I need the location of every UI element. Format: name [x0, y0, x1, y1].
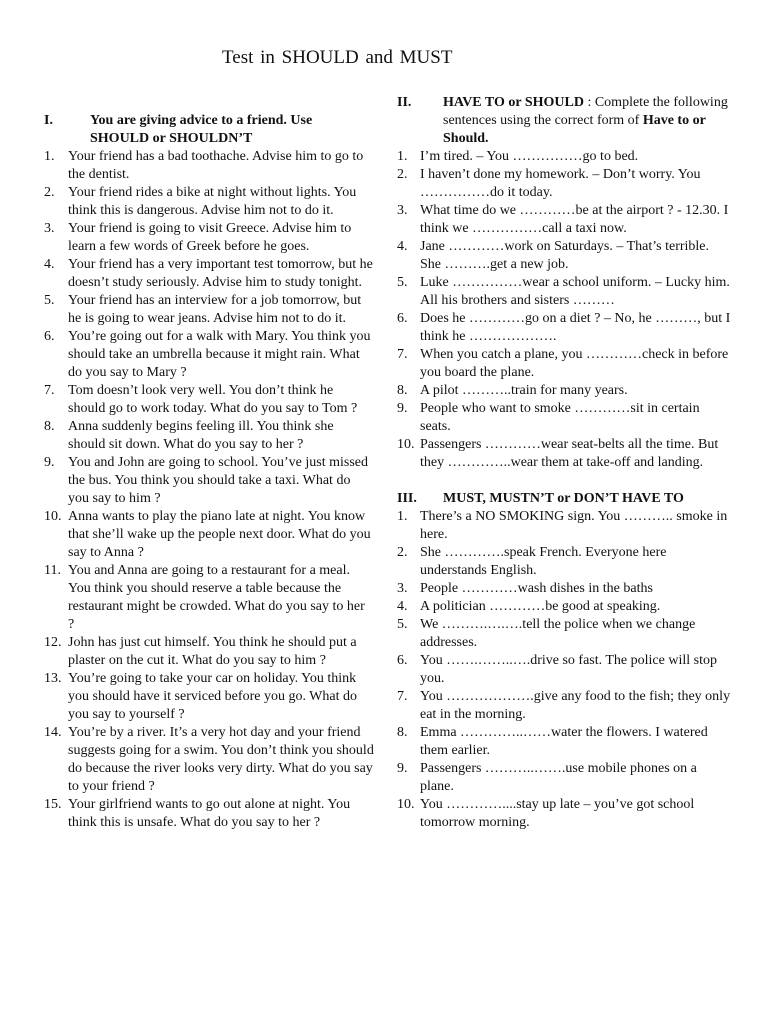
question-item: [397, 436, 733, 472]
question-item: [397, 652, 733, 688]
question-number: 6.: [44, 329, 55, 344]
question-number: 3.: [44, 221, 55, 236]
question-text: Emma …………..……water the flowers. I watered them earlier.: [420, 725, 708, 758]
question-text: What time do we …………be at the airport ? - 12.30. I think we ……………call a taxi now.: [420, 203, 729, 236]
question-text: You ……………….give any food to the fish; they only eat in the morning.: [420, 689, 731, 722]
section-3: [397, 490, 733, 832]
question-text: Your friend has a bad toothache. Advise him to go to the dentist.: [68, 149, 364, 182]
question-text: Luke ……………wear a school uniform. – Lucky him. All his brothers and sisters ………: [420, 275, 730, 308]
section-2-instructions: HAVE TO or SHOULD : Complete the following sentences using the correct form of Have to or Should.: [443, 95, 728, 146]
question-item: [44, 256, 374, 292]
question-number: 4.: [44, 257, 55, 272]
question-text: She ………….speak French. Everyone here understands English.: [420, 545, 667, 578]
page-title: Test in SHOULD and MUST: [222, 47, 453, 68]
question-text: You’re going to take your car on holiday. You think you should have it serviced before you go. What do you say to yourself ?: [68, 671, 358, 722]
question-text: You and Anna are going to a restaurant for a meal. You think you should reserve a table because the restaurant might be crowded. What do you say to her ?: [68, 563, 365, 632]
question-item: [397, 346, 733, 382]
question-text: Your friend has a very important test tomorrow, but he doesn’t study seriously. Advise him to study tonight.: [68, 257, 373, 290]
question-number: 13.: [44, 671, 62, 686]
question-text: Passengers ………..…….use mobile phones on a plane.: [420, 761, 697, 794]
question-item: [397, 598, 733, 616]
question-text: You and John are going to school. You’ve just missed the bus. You think you should take a taxi. What do you say to him ?: [68, 455, 368, 506]
question-number: 2.: [44, 185, 55, 200]
section-3-heading: [397, 490, 733, 508]
question-number: 3.: [397, 203, 408, 218]
question-number: 6.: [397, 311, 408, 326]
section-3-questions: [397, 508, 733, 832]
section-1-number: I.: [44, 113, 53, 128]
question-item: [44, 328, 374, 382]
question-number: 8.: [44, 419, 55, 434]
question-item: [397, 544, 733, 580]
question-text: Anna wants to play the piano late at night. You know that she’ll wake up the people next door. What do you say to Anna ?: [68, 509, 371, 560]
section-2-heading: [397, 94, 733, 148]
question-number: 1.: [397, 509, 408, 524]
question-item: [397, 796, 733, 832]
question-number: 4.: [397, 599, 408, 614]
question-text: Your friend has an interview for a job tomorrow, but he is going to wear jeans. Advise him not to do it.: [68, 293, 362, 326]
question-item: [397, 580, 733, 598]
question-text: A pilot ………..train for many years.: [420, 383, 628, 398]
question-text: Your girlfriend wants to go out alone at night. You think this is unsafe. What do you say to her ?: [68, 797, 351, 830]
section-2-questions: [397, 148, 733, 472]
question-number: 8.: [397, 383, 408, 398]
question-item: [44, 292, 374, 328]
question-item: [44, 382, 374, 418]
question-number: 3.: [397, 581, 408, 596]
question-item: [397, 202, 733, 238]
question-number: 10.: [44, 509, 62, 524]
question-text: Anna suddenly begins feeling ill. You think she should sit down. What do you say to her ?: [68, 419, 334, 452]
question-text: You …………....stay up late – you’ve got school tomorrow morning.: [420, 797, 695, 830]
question-text: You …….……..….drive so fast. The police will stop you.: [420, 653, 717, 686]
question-text: I’m tired. – You ……………go to bed.: [420, 149, 639, 164]
question-text: People …………wash dishes in the baths: [420, 581, 653, 596]
right-column: [397, 94, 733, 832]
question-number: 9.: [397, 401, 408, 416]
question-text: Does he …………go on a diet ? – No, he ………, but I think he ……………….: [420, 311, 731, 344]
section-1-instructions: You are giving advice to a friend. Use SHOULD or SHOULDN’T: [90, 113, 313, 146]
question-item: [44, 184, 374, 220]
question-number: 1.: [44, 149, 55, 164]
question-number: 10.: [397, 797, 415, 812]
question-text: Tom doesn’t look very well. You don’t think he should go to work today. What do you say to Tom ?: [68, 383, 358, 416]
question-number: 15.: [44, 797, 62, 812]
question-item: [44, 508, 374, 562]
question-item: [397, 760, 733, 796]
question-text: John has just cut himself. You think he should put a plaster on the cut it. What do you say to him ?: [68, 635, 357, 668]
question-number: 7.: [397, 347, 408, 362]
question-number: 8.: [397, 725, 408, 740]
question-item: [397, 148, 733, 166]
question-text: You’re by a river. It’s a very hot day and your friend suggests going for a swim. You don’t think you should do because the river looks very dirty. What do you say to your friend ?: [68, 725, 374, 794]
question-item: [397, 166, 733, 202]
question-item: [44, 454, 374, 508]
question-number: 12.: [44, 635, 62, 650]
question-item: [44, 670, 374, 724]
question-item: [44, 634, 374, 670]
question-number: 1.: [397, 149, 408, 164]
question-item: [44, 562, 374, 634]
question-number: 2.: [397, 545, 408, 560]
question-item: [44, 724, 374, 796]
question-text: People who want to smoke …………sit in certain seats.: [420, 401, 700, 434]
question-number: 7.: [397, 689, 408, 704]
question-text: Your friend is going to visit Greece. Advise him to learn a few words of Greek before he goes.: [68, 221, 352, 254]
question-item: [44, 796, 374, 832]
question-item: [397, 310, 733, 346]
question-number: 6.: [397, 653, 408, 668]
question-number: 10.: [397, 437, 415, 452]
section-2-number: II.: [397, 95, 412, 110]
question-text: A politician …………be good at speaking.: [420, 599, 661, 614]
section-1-heading: [44, 112, 374, 148]
question-text: Jane …………work on Saturdays. – That’s terrible. She ……….get a new job.: [420, 239, 710, 272]
question-number: 4.: [397, 239, 408, 254]
question-item: [397, 508, 733, 544]
question-text: You’re going out for a walk with Mary. You think you should take an umbrella because it might rain. What do you say to Mary ?: [68, 329, 371, 380]
question-item: [397, 616, 733, 652]
section-3-number: III.: [397, 491, 417, 506]
question-item: [397, 274, 733, 310]
question-item: [44, 418, 374, 454]
question-number: 5.: [397, 617, 408, 632]
question-number: 2.: [397, 167, 408, 182]
question-item: [397, 724, 733, 760]
question-item: [44, 220, 374, 256]
question-text: I haven’t done my homework. – Don’t worry. You ……………do it today.: [420, 167, 701, 200]
section-2: [397, 94, 733, 472]
question-item: [397, 382, 733, 400]
question-text: There’s a NO SMOKING sign. You ……….. smoke in here.: [420, 509, 728, 542]
section-3-instructions: MUST, MUSTN’T or DON’T HAVE TO: [443, 491, 684, 506]
question-number: 9.: [397, 761, 408, 776]
question-number: 5.: [397, 275, 408, 290]
section-1-questions: [44, 148, 374, 832]
question-item: [397, 400, 733, 436]
question-number: 7.: [44, 383, 55, 398]
question-number: 14.: [44, 725, 62, 740]
question-text: Your friend rides a bike at night without lights. You think this is dangerous. Advise him not to do it.: [68, 185, 357, 218]
question-text: We ……….….….tell the police when we change addresses.: [420, 617, 696, 650]
question-item: [397, 688, 733, 724]
section-1: [44, 112, 374, 832]
question-text: When you catch a plane, you …………check in before you board the plane.: [420, 347, 729, 380]
question-text: Passengers …………wear seat-belts all the time. But they …………..wear them at take-off and landing.: [420, 437, 719, 470]
question-number: 9.: [44, 455, 55, 470]
question-number: 11.: [44, 563, 61, 578]
question-number: 5.: [44, 293, 55, 308]
question-item: [397, 238, 733, 274]
question-item: [44, 148, 374, 184]
